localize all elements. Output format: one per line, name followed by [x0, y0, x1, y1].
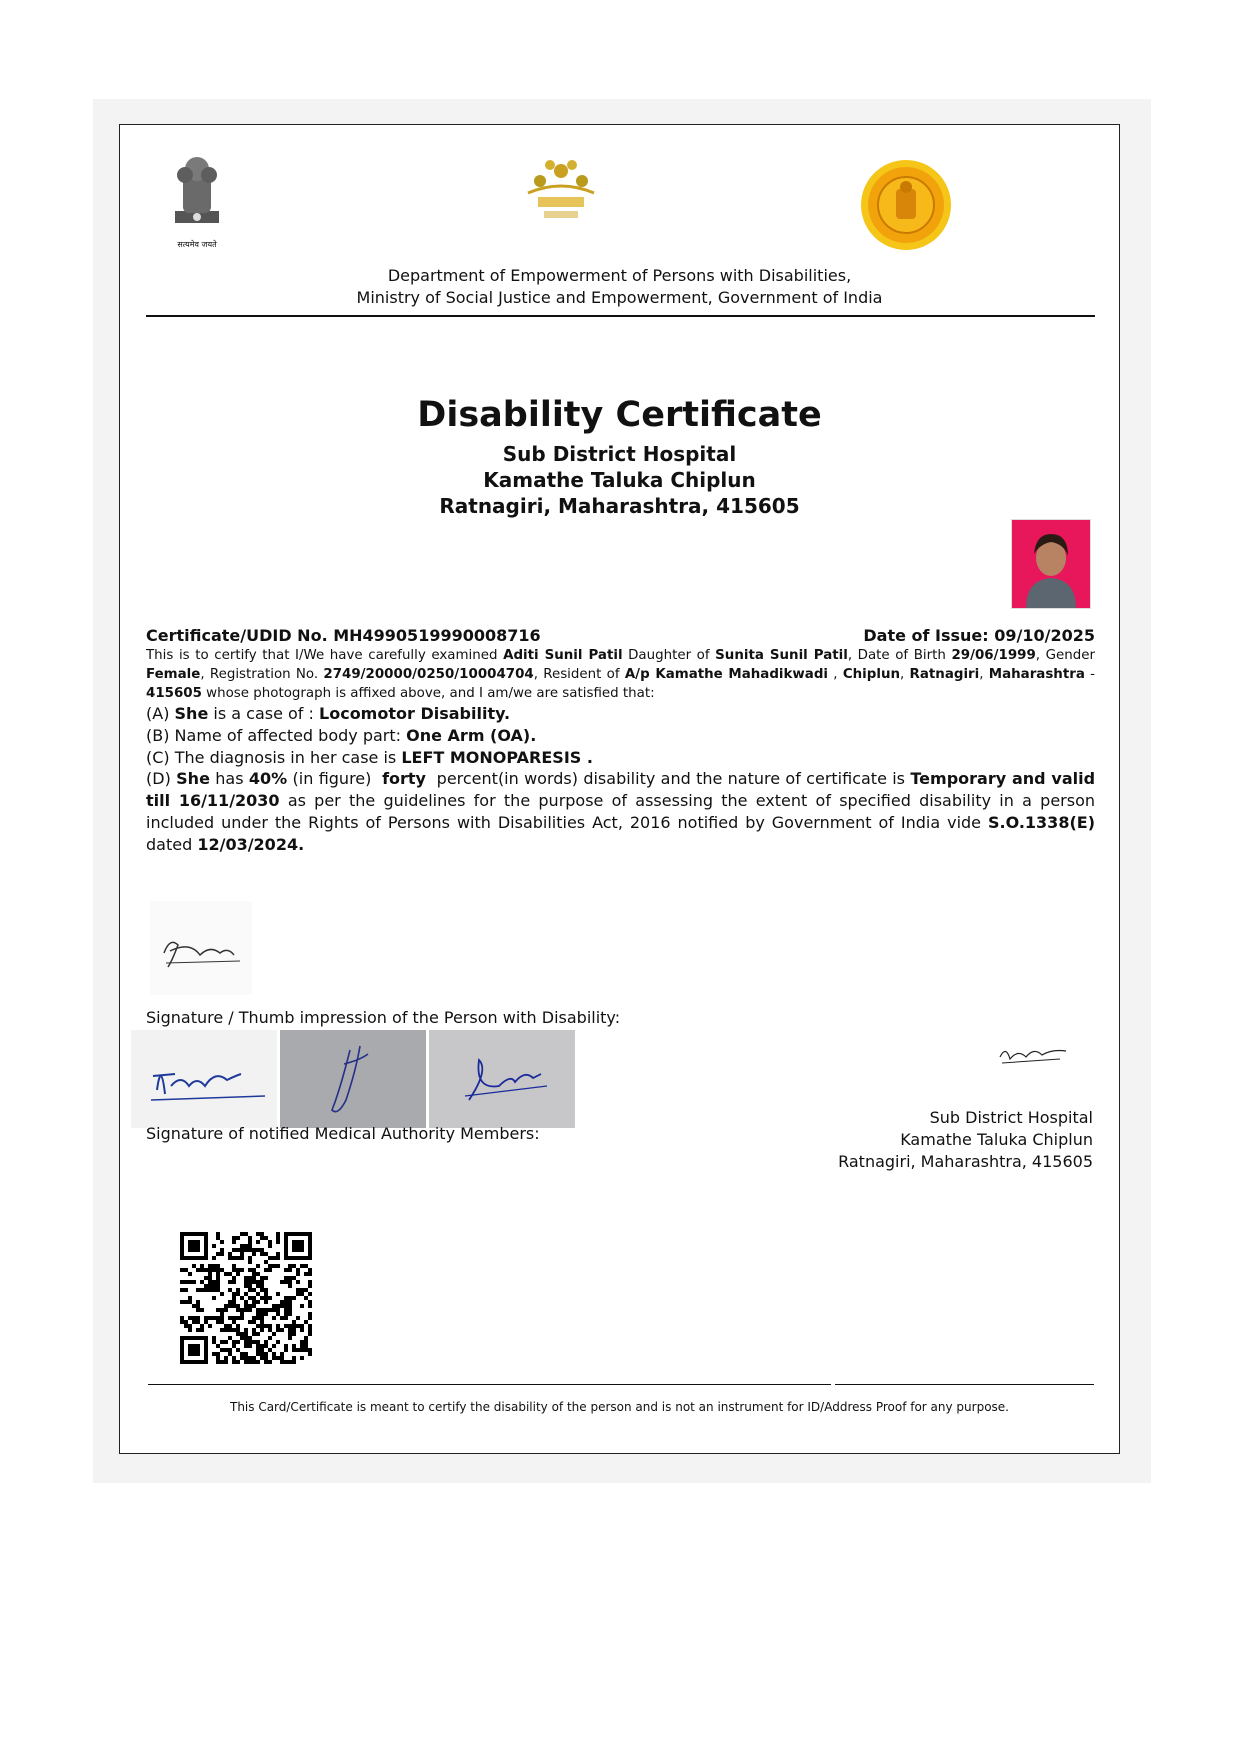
body-part: One Arm (OA).	[406, 725, 537, 745]
notification-number: S.O.1338(E)	[987, 812, 1095, 832]
item-c: (C) The diagnosis in her case is LEFT MONOPARESIS .	[146, 747, 593, 767]
resident-pin: 415605	[146, 686, 202, 701]
certification-paragraph: This is to certify that I/We have carefully examined Aditi Sunil Patil Daughter of Sunita Sunil Patil, Date of Birth 29/06/1999, Gender Female, Registration No. 2749/20000/0250/10004704, Resident of A/p Kamathe Mahadikwadi , Chiplun, Ratnagiri, Maharashtra - 415605 whose photograph is affixed above, and I am/we are satisfied that:	[146, 648, 1095, 701]
text-daughter: Daughter of	[628, 648, 710, 663]
text-certify: This is to certify that I/We have carefully examined	[146, 648, 498, 663]
person-photo	[1011, 519, 1091, 609]
footer-divider-right	[835, 1384, 1094, 1385]
item-b: (B) Name of affected body part: One Arm (OA).	[146, 725, 537, 745]
certificate-frame	[119, 124, 1120, 1454]
gender: Female	[146, 667, 201, 682]
national-emblem-logo	[165, 153, 229, 248]
resident-district: Ratnagiri	[909, 667, 980, 682]
date-of-birth: 29/06/1999	[951, 648, 1036, 663]
authority-signature-3	[429, 1030, 575, 1128]
item-a: (A) She is a case of : Locomotor Disability.	[146, 704, 511, 723]
person-signature-label: Signature / Thumb impression of the Person with Disability:	[146, 1008, 621, 1027]
authority-signature-1	[131, 1030, 277, 1128]
emblem-caption: सत्यमेव जयते	[177, 240, 217, 249]
text-registration: , Registration No.	[200, 667, 319, 682]
department-line-2: Ministry of Social Justice and Empowerment, Government of India	[356, 288, 883, 307]
department-header	[120, 265, 1119, 309]
certificate-id-row	[146, 626, 1095, 645]
authority-signature-2	[280, 1030, 426, 1128]
registration-number: 2749/20000/0250/10004704	[323, 667, 534, 682]
percent-figure: 40%	[248, 769, 288, 789]
authority-hospital-locality: Kamathe Taluka Chiplun	[900, 1130, 1093, 1149]
date-of-issue: Date of Issue: 09/10/2025	[863, 626, 1095, 645]
text-resident: , Resident of	[533, 667, 620, 682]
parent-name: Sunita Sunil Patil	[715, 648, 848, 663]
notification-date: 12/03/2024.	[197, 834, 305, 854]
hospital-locality: Kamathe Taluka Chiplun	[483, 468, 756, 492]
issuing-hospital-block	[120, 441, 1119, 519]
text-gender: , Gender	[1035, 648, 1095, 663]
resident-town: Chiplun	[842, 667, 901, 682]
department-line-1: Department of Empowerment of Persons with Disabilities,	[387, 266, 852, 285]
footer-disclaimer: This Card/Certificate is meant to certify the disability of the person and is not an instrument for ID/Address Proof for any purpose.	[229, 1400, 1009, 1414]
authority-hospital-block	[838, 1107, 1093, 1173]
header-divider	[146, 315, 1095, 317]
maharashtra-seal-logo	[860, 159, 952, 251]
text-dob: , Date of Birth	[847, 648, 946, 663]
person-name: Aditi Sunil Patil	[503, 648, 623, 663]
disability-details	[146, 703, 1095, 856]
hospital-address: Ratnagiri, Maharashtra, 415605	[439, 494, 800, 518]
authority-hospital-name: Sub District Hospital	[929, 1108, 1093, 1127]
qr-code[interactable]	[180, 1232, 312, 1364]
footer-divider-left	[148, 1384, 831, 1385]
udid-number: Certificate/UDID No. MH4990519990008716	[146, 626, 541, 645]
text-photograph: whose photograph is affixed above, and I am/we are satisfied that:	[206, 686, 655, 701]
authority-signature-stamp	[996, 1039, 1072, 1069]
resident-address: A/p Kamathe Mahadikwadi	[624, 667, 829, 682]
hospital-name: Sub District Hospital	[502, 442, 737, 466]
person-signature-image	[150, 901, 252, 995]
resident-state: Maharashtra	[988, 667, 1085, 682]
certificate-nature: Temporary and valid till 16/11/2030	[146, 769, 1096, 811]
disability-type: Locomotor Disability.	[319, 704, 511, 723]
percent-words: forty	[382, 769, 426, 789]
authority-signature-label: Signature of notified Medical Authority Members:	[146, 1124, 540, 1143]
item-d: (D) She has 40% (in figure) forty percent(in words) disability and the nature of certificate is Temporary and valid till 16/11/2030 as per the guidelines for the purpose of assessing the extent of specified disability in a person included under the Rights of Persons with Disabilities Act, 2016 notified by Government of India vide S.O.1338(E) dated 12/03/2024.	[146, 769, 1096, 854]
accessible-india-logo	[520, 155, 602, 227]
authority-hospital-address: Ratnagiri, Maharashtra, 415605	[838, 1152, 1093, 1171]
certificate-title: Disability Certificate	[417, 395, 822, 435]
diagnosis: LEFT MONOPARESIS .	[401, 747, 593, 767]
